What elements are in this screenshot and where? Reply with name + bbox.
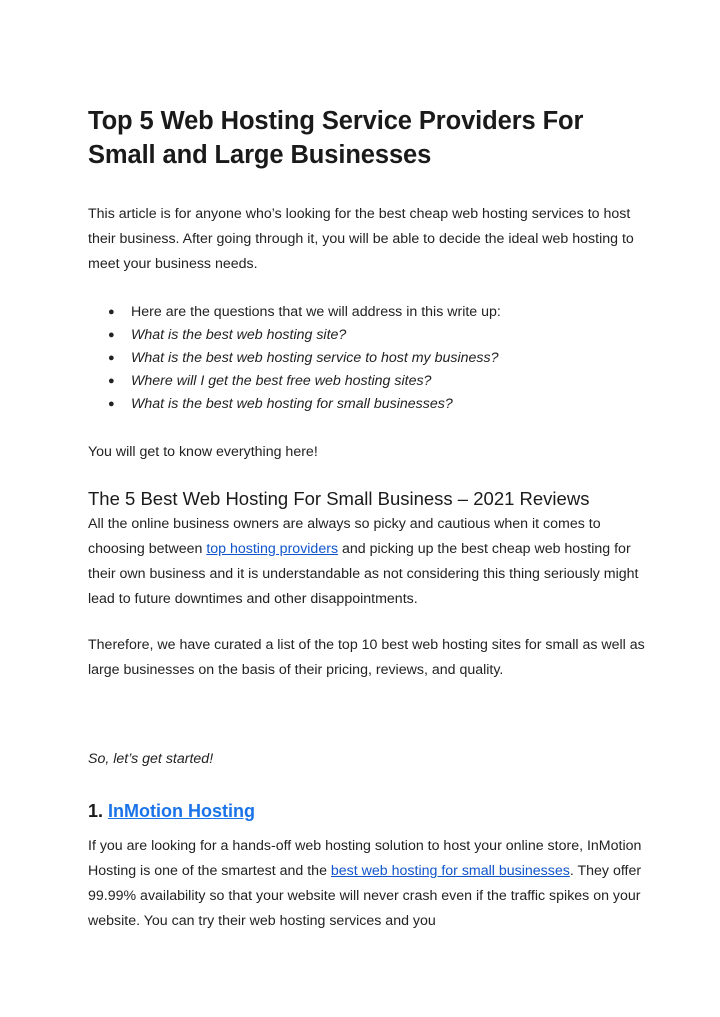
know-paragraph: You will get to know everything here! (88, 444, 318, 460)
questions-list (88, 301, 648, 416)
top-hosting-providers-link[interactable]: top hosting providers (206, 541, 339, 557)
list-item: ● What is the best web hosting for small businesses? (88, 393, 648, 416)
bullet-icon: ● (108, 352, 115, 364)
bullet-icon: ● (108, 375, 115, 387)
paragraph-inmotion: If you are looking for a hands-off web hosting solution to host your online store, InMotion Hosting is one of the smartest and the best web hosting for small businesses. They offer 99.99% availability so that your website will never crash even if the traffic spikes on your website. You can try their web hosting services and you (88, 838, 642, 929)
section-heading: The 5 Best Web Hosting For Small Business – 2021 Reviews (88, 488, 590, 509)
document-content (88, 104, 648, 934)
started-paragraph: So, let’s get started! (88, 751, 214, 767)
inmotion-hosting-link[interactable]: InMotion Hosting (108, 801, 255, 821)
best-web-hosting-link[interactable]: best web hosting for small businesses (330, 863, 570, 879)
list-item: ● What is the best web hosting site? (88, 324, 648, 347)
bullet-icon: ● (108, 329, 115, 341)
intro-paragraph: This article is for anyone who’s looking for the best cheap web hosting services to host their business. After going through it, you will be able to decide the ideal web hosting to meet your business needs. (88, 206, 634, 272)
paragraph-curated: Therefore, we have curated a list of the top 10 best web hosting sites for small as well as large businesses on the basis of their pricing, reviews, and quality. (88, 637, 645, 678)
list-item: ● Here are the questions that we will address in this write up: (88, 301, 648, 324)
paragraph-picky: All the online business owners are always so picky and cautious when it comes to choosing between top hosting providers and picking up the best cheap web hosting for their own business and it is understandable as not considering this thing seriously might lead to future downtimes and other disappointments. (88, 516, 639, 607)
item-1-heading: 1. InMotion Hosting (88, 801, 255, 821)
list-item: ● What is the best web hosting service to host my business? (88, 347, 648, 370)
bullet-icon: ● (108, 398, 115, 410)
list-item: ● Where will I get the best free web hosting sites? (88, 370, 648, 393)
bullet-icon: ● (108, 306, 115, 318)
page-title: Top 5 Web Hosting Service Providers For Small and Large Businesses (88, 107, 584, 169)
